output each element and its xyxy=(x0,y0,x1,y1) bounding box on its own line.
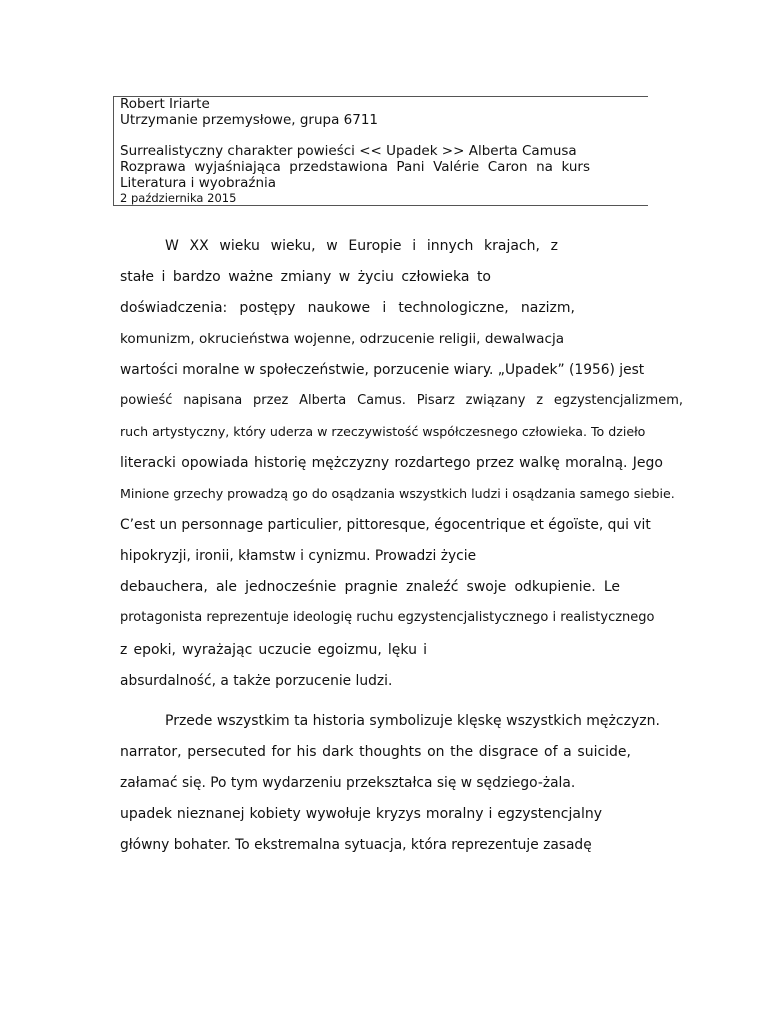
paragraph-1-line: komunizm, okrucieństwa wojenne, odrzucenie religii, dewalwacja xyxy=(120,331,565,347)
program-group: Utrzymanie przemysłowe, grupa 6711 xyxy=(120,112,379,128)
paragraph-1-line: Minione grzechy prowadzą go do osądzania wszystkich ludzi i osądzania samego siebie. xyxy=(120,486,675,501)
paragraph-2-line: narrator, persecuted for his dark thoughts on the disgrace of a suicide, xyxy=(120,744,631,760)
paragraph-1-line: protagonista reprezentuje ideologię ruchu egzystencjalistycznego i realistycznego xyxy=(120,610,655,625)
paragraph-1-line: powieść napisana przez Alberta Camus. Pisarz związany z egzystencjalizmem, xyxy=(120,393,683,408)
paragraph-2-line: Przede wszystkim ta historia symbolizuje klęskę wszystkich mężczyzn. xyxy=(165,713,660,729)
paragraph-1-line: z epoki, wyrażając uczucie egoizmu, lęku i xyxy=(120,642,427,658)
paragraph-1-line: ruch artystyczny, który uderza w rzeczywistość współczesnego człowieka. To dzieło xyxy=(120,424,646,439)
paragraph-1-line: C’est un personnage particulier, pittoresque, égocentrique et égoïste, qui vit xyxy=(120,517,651,533)
essay-title: Surrealistyczny charakter powieści << Upadek >> Alberta Camusa xyxy=(120,143,577,159)
paragraph-2-line: upadek nieznanej kobiety wywołuje kryzys moralny i egzystencjalny xyxy=(120,806,602,822)
paragraph-1-line: W XX wieku wieku, w Europie i innych krajach, z xyxy=(165,238,558,254)
paragraph-1-line: debauchera, ale jednocześnie pragnie znaleźć swoje odkupienie. Le xyxy=(120,579,620,595)
paragraph-1-line: absurdalność, a także porzucenie ludzi. xyxy=(120,673,393,689)
paragraph-1-line: hipokryzji, ironii, kłamstw i cynizmu. Prowadzi życie xyxy=(120,548,477,564)
paragraph-2-line: załamać się. Po tym wydarzeniu przekształca się w sędziego-żala. xyxy=(120,775,576,791)
essay-date: 2 października 2015 xyxy=(120,191,237,205)
paragraph-1-line: literacki opowiada historię mężczyzny rozdartego przez walkę moralną. Jego xyxy=(120,455,663,471)
author-name: Robert Iriarte xyxy=(120,96,210,112)
course-name: Literatura i wyobraźnia xyxy=(120,175,277,191)
paragraph-1-line: wartości moralne w społeczeństwie, porzucenie wiary. „Upadek” (1956) jest xyxy=(120,362,645,378)
paragraph-1-line: stałe i bardzo ważne zmiany w życiu człowieka to xyxy=(120,269,491,285)
paragraph-2-line: główny bohater. To ekstremalna sytuacja, która reprezentuje zasadę xyxy=(120,837,592,853)
essay-subtitle: Rozprawa wyjaśniająca przedstawiona Pani Valérie Caron na kurs xyxy=(120,159,590,175)
paragraph-1-line: doświadczenia: postępy naukowe i technologiczne, nazizm, xyxy=(120,300,575,316)
